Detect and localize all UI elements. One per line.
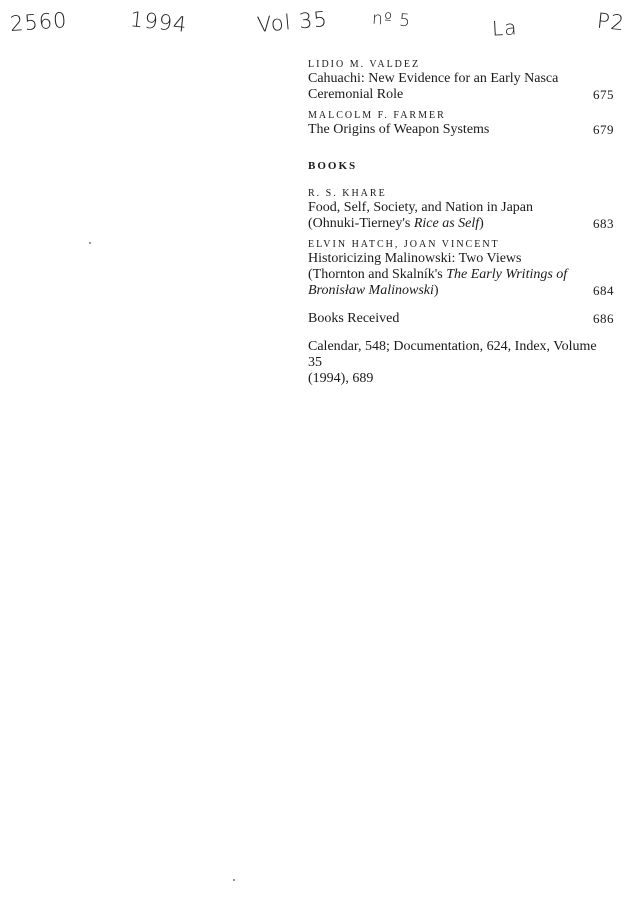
title-text: (Ohnuki-Tierney's	[308, 216, 414, 231]
entry-page-number: 686	[593, 311, 614, 326]
entry-title-line	[308, 283, 567, 299]
calendar-note	[308, 339, 614, 387]
entry-title-line: The Origins of Weapon Systems	[308, 122, 490, 137]
entry-page-number: 683	[593, 216, 614, 231]
entry-title-line: Cahuachi: New Evidence for an Early Nasca	[308, 71, 559, 86]
entry-row	[308, 251, 614, 299]
entry-row	[308, 200, 614, 232]
calendar-line: (1994), 689	[308, 371, 374, 386]
entry-page-number: 684	[593, 283, 614, 298]
entry-title	[308, 71, 558, 103]
title-text: )	[479, 216, 484, 231]
entry-row	[308, 122, 614, 138]
entry-title	[308, 251, 567, 299]
handwritten-note: 1994	[128, 7, 189, 37]
handwritten-note: Vol 35	[256, 6, 329, 38]
calendar-line: Calendar, 548; Documentation, 624, Index, Volume 35	[308, 339, 597, 370]
entry-title-line	[308, 267, 567, 283]
entry-author: LIDIO M. VALDEZ	[308, 59, 421, 70]
entry-title-line	[308, 216, 533, 232]
title-italic: The Early Writings of	[446, 267, 568, 282]
books-received-row	[308, 311, 614, 327]
entry-author: ELVIN HATCH, JOAN VINCENT	[308, 239, 500, 250]
handwritten-note: 2560	[9, 8, 69, 36]
scan-speck	[89, 242, 91, 244]
title-italic: Rice as Self	[413, 216, 480, 231]
entry-author: R. S. KHARE	[308, 188, 387, 199]
table-of-contents	[308, 58, 614, 387]
entry-page-number: 679	[593, 122, 614, 137]
title-text: (Thornton and Skalník's	[308, 267, 447, 282]
scan-speck	[233, 879, 235, 881]
entry-title-line: Food, Self, Society, and Nation in Japan	[308, 200, 534, 215]
title-italic: Bronisław Malinowski	[308, 283, 434, 298]
toc-entry	[308, 238, 614, 299]
entry-title-line: Historicizing Malinowski: Two Views	[308, 251, 522, 266]
entry-title-line: Ceremonial Role	[308, 87, 404, 102]
entry-title	[308, 200, 533, 232]
entry-author: MALCOLM F. FARMER	[308, 110, 446, 121]
entry-row	[308, 71, 614, 103]
toc-entry	[308, 58, 614, 103]
toc-entry	[308, 187, 614, 232]
handwritten-note: P2	[595, 8, 627, 36]
entry-page-number: 675	[593, 87, 614, 102]
books-received-label: Books Received	[308, 311, 400, 326]
title-text: )	[433, 283, 439, 298]
handwritten-note: La	[491, 15, 519, 41]
toc-entry	[308, 109, 614, 138]
section-heading-books: BOOKS	[308, 160, 358, 172]
entry-title	[308, 122, 489, 138]
handwritten-note: nº 5	[371, 8, 412, 32]
